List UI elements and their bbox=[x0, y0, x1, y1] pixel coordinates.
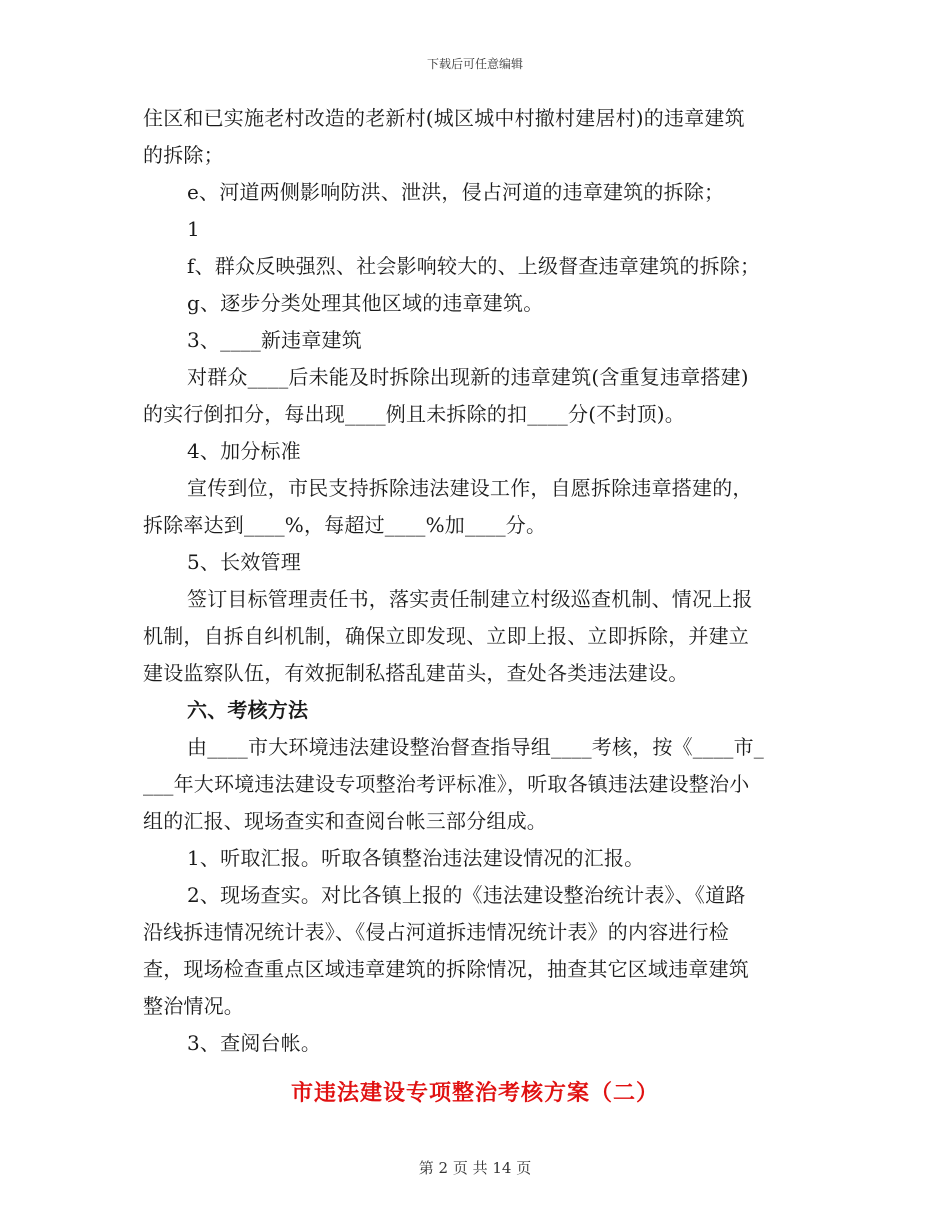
text-line: 由____市大环境违法建设整治督查指导组____考核，按《____市_ bbox=[187, 735, 764, 759]
section-heading-4: 4、加分标准 bbox=[187, 439, 301, 463]
text-line: 建设监察队伍，有效扼制私搭乱建苗头，查处各类违法建设。 bbox=[143, 661, 689, 685]
text-line: 组的汇报、现场查实和查阅台帐三部分组成。 bbox=[143, 809, 547, 833]
text-line: ___年大环境违法建设专项整治考评标准》，听取各镇违法建设整治小 bbox=[143, 772, 750, 796]
text-line: f、群众反映强烈、社会影响较大的、上级督查违章建筑的拆除； bbox=[187, 254, 761, 278]
section-heading-3: 3、____新违章建筑 bbox=[187, 328, 362, 352]
text-line: 对群众____后未能及时拆除出现新的违章建筑(含重复违章搭建) bbox=[187, 365, 749, 389]
text-line: 住区和已实施老村改造的老新村(城区城中村撤村建居村)的违章建筑 bbox=[143, 106, 745, 130]
document-body bbox=[143, 100, 811, 1062]
text-line: 宣传到位，市民支持拆除违法建设工作，自愿拆除违章搭建的， bbox=[187, 476, 753, 500]
page-header: 下载后可任意编辑 bbox=[426, 57, 523, 71]
text-line: 机制，自拆自纠机制，确保立即发现、立即上报、立即拆除，并建立 bbox=[143, 624, 749, 648]
section-heading-5: 5、长效管理 bbox=[187, 550, 301, 574]
text-line: 查，现场检查重点区域违章建筑的拆除情况，抽查其它区域违章建筑 bbox=[143, 957, 749, 981]
text-line: e、河道两侧影响防洪、泄洪，侵占河道的违章建筑的拆除； bbox=[187, 180, 725, 204]
text-line: 沿线拆违情况统计表》、《侵占河道拆违情况统计表》的内容进行检 bbox=[143, 920, 729, 944]
text-line: g、逐步分类处理其他区域的违章建筑。 bbox=[187, 291, 544, 315]
section-title: 市违法建设专项整治考核方案（二） bbox=[290, 1080, 659, 1106]
text-line: 1、听取汇报。听取各镇整治违法建设情况的汇报。 bbox=[187, 846, 645, 870]
text-line: 拆除率达到____%，每超过____%加____分。 bbox=[143, 513, 547, 537]
text-line: 的实行倒扣分，每出现____例且未拆除的扣____分(不封顶)。 bbox=[143, 402, 686, 426]
text-line: 整治情况。 bbox=[143, 994, 244, 1018]
text-line: 1 bbox=[187, 217, 200, 241]
section-heading-six: 六、考核方法 bbox=[187, 698, 309, 722]
page-footer: 第 2 页 共 14 页 bbox=[418, 1159, 532, 1177]
text-line: 2、现场查实。对比各镇上报的《违法建设整治统计表》、《道路 bbox=[187, 883, 746, 907]
text-line: 3、查阅台帐。 bbox=[187, 1031, 322, 1055]
text-line: 的拆除； bbox=[143, 143, 224, 167]
text-line: 签订目标管理责任书，落实责任制建立村级巡查机制、情况上报 bbox=[187, 587, 753, 611]
